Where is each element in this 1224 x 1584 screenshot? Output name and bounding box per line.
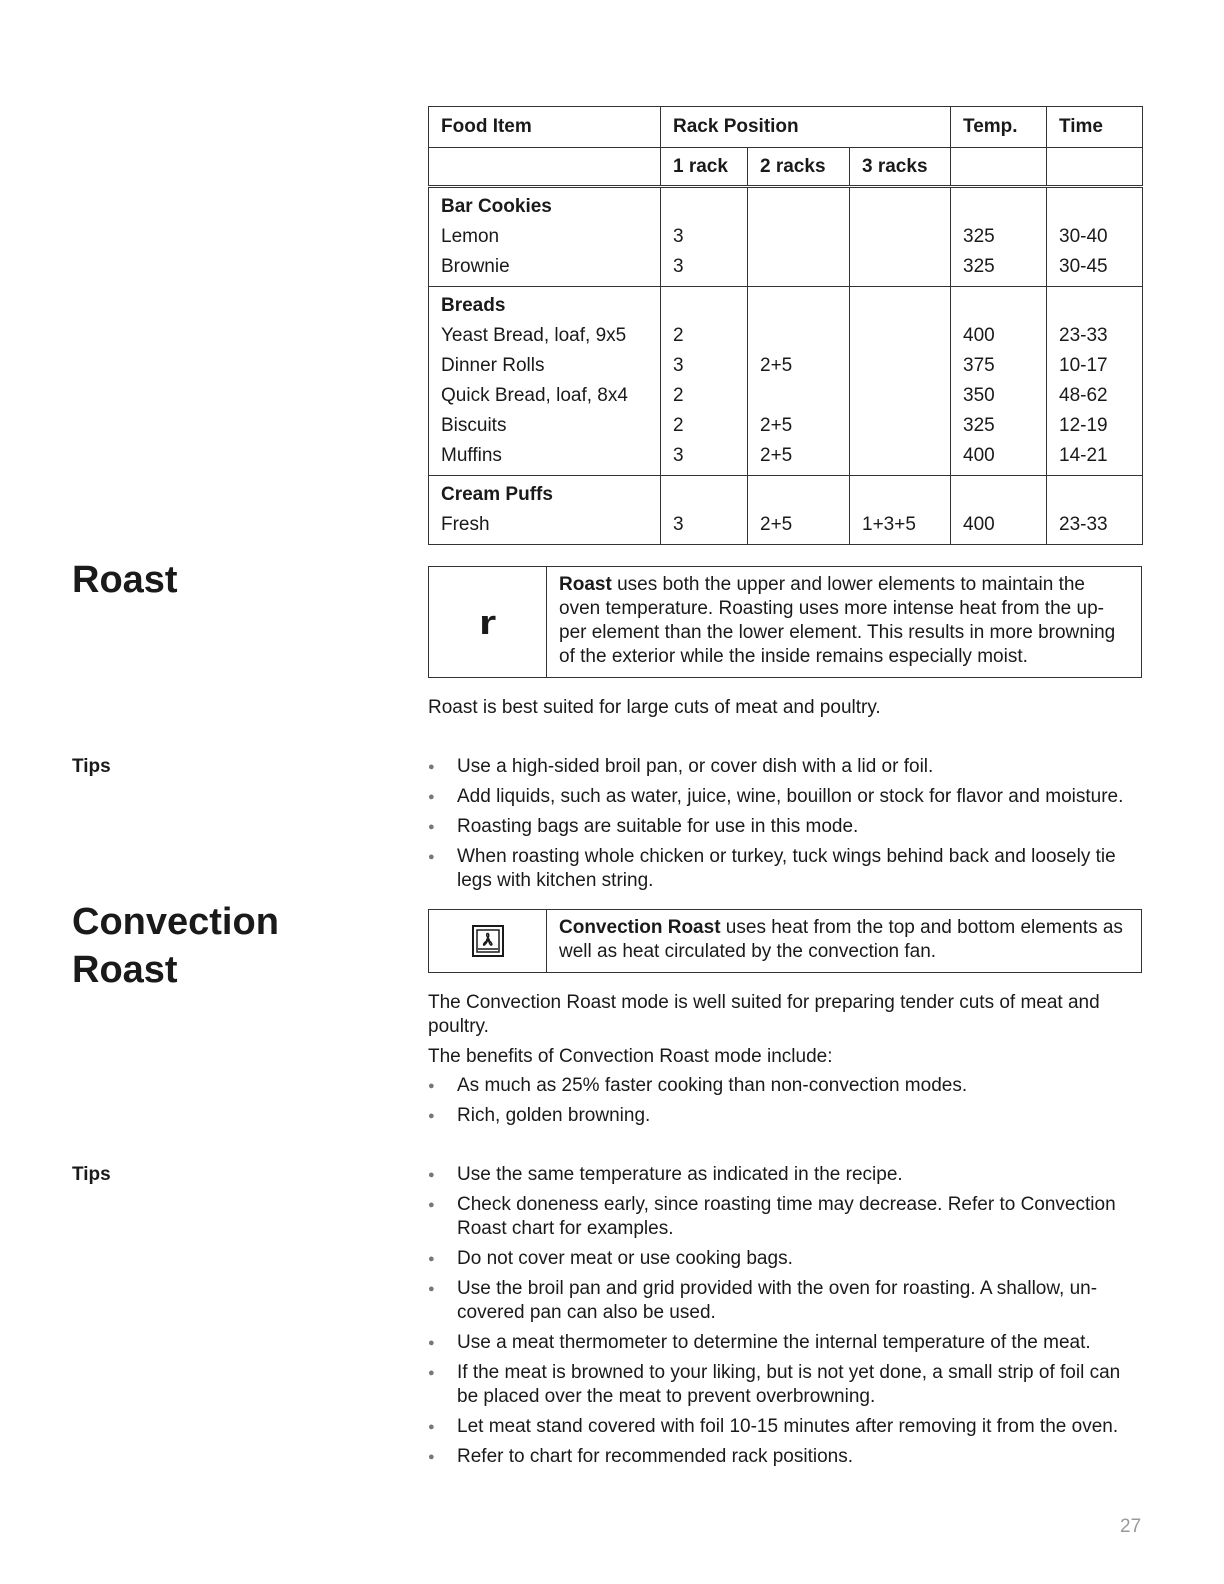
- bullet-icon: ●: [428, 1080, 435, 1092]
- chart-cell-r1: 2: [673, 325, 684, 346]
- benefit-item: ● Rich, golden browning.: [428, 1105, 651, 1126]
- convection-roast-tip-item: ● Use the broil pan and grid provided with the oven for roasting. A shallow, un-covered pan can also be used.: [428, 1278, 1098, 1323]
- header-rack-position: Rack Position: [661, 107, 951, 148]
- chart-cell-r2: 2+5: [760, 445, 793, 466]
- bullet-icon: ●: [428, 761, 435, 773]
- chart-cell-r1: 3: [673, 226, 684, 247]
- chart-group-row: [429, 476, 1143, 545]
- convection-roast-tip-item: ● If the meat is browned to your liking, but is not yet done, a small strip of foil can be placed over the meat to prevent overbrowning.: [428, 1362, 1121, 1407]
- chart-group-name: Cream Puffs: [441, 484, 553, 505]
- chart-group-name: Bar Cookies: [441, 196, 552, 217]
- bullet-icon: ●: [428, 1337, 435, 1349]
- chart-cell-r1: 2: [673, 415, 684, 436]
- chart-cell-r2: [760, 381, 849, 411]
- chart-cell-r3: [862, 381, 950, 411]
- chart-cell-food: Quick Bread, loaf, 8x4: [441, 385, 628, 406]
- convection-roast-intro: The Convection Roast mode is well suited for preparing tender cuts of meat and poultry.: [428, 992, 1100, 1037]
- chart-cell-r3: [862, 411, 950, 441]
- chart-cell-food: Fresh: [441, 514, 490, 535]
- chart-cell-temp: 375: [963, 355, 995, 376]
- roast-description: Roast uses both the upper and lower elements to maintain the oven temperature. Roasting uses more intense heat from the up-per element than the lower element. This results in more browning of the exterior while the inside remains especially moist.: [559, 574, 1116, 667]
- roast-tips-list: [428, 755, 1144, 899]
- chart-cell-time: 14-21: [1059, 445, 1108, 466]
- chart-cell-r3: [862, 222, 950, 252]
- convection-roast-tip-item: ● Let meat stand covered with foil 10-15 minutes after removing it from the oven.: [428, 1416, 1119, 1437]
- chart-cell-r3: [862, 351, 950, 381]
- chart-cell-r2: 2+5: [760, 415, 793, 436]
- chart-body: [429, 187, 1143, 545]
- chart-cell-temp: 325: [963, 256, 995, 277]
- convection-roast-tip-item: ● Use a meat thermometer to determine the internal temperature of the meat.: [428, 1332, 1091, 1353]
- page-number: 27: [1120, 1516, 1142, 1537]
- bullet-icon: ●: [428, 821, 435, 833]
- roast-tips-label: Tips: [72, 756, 111, 777]
- bullet-icon: ●: [428, 1451, 435, 1463]
- bullet-icon: ●: [428, 1253, 435, 1265]
- chart-cell-time: 30-40: [1059, 226, 1108, 247]
- benefit-item: ● As much as 25% faster cooking than non-convection modes.: [428, 1075, 968, 1096]
- convection-roast-heading: Convection Roast: [72, 901, 279, 991]
- convection-roast-mode-box: [428, 909, 1142, 973]
- chart-cell-r1: 3: [673, 256, 684, 277]
- chart-group-row: [429, 287, 1143, 476]
- chart-cell-food: Dinner Rolls: [441, 355, 545, 376]
- chart-cell-food: Yeast Bread, loaf, 9x5: [441, 325, 627, 346]
- chart-cell-time: 30-45: [1059, 256, 1108, 277]
- chart-cell-time: 12-19: [1059, 415, 1108, 436]
- chart-cell-time: 23-33: [1059, 514, 1108, 535]
- chart-cell-time: 48-62: [1059, 385, 1108, 406]
- subheader-1-rack: 1 rack: [661, 148, 748, 187]
- chart-cell-r3: 1+3+5: [862, 514, 916, 535]
- header-temp: Temp.: [951, 107, 1047, 148]
- roast-tip-item: ● Add liquids, such as water, juice, wine, bouillon or stock for flavor and moisture.: [428, 786, 1124, 807]
- bullet-icon: ●: [428, 1169, 435, 1181]
- chart-cell-temp: 400: [963, 325, 995, 346]
- chart-cell-r1: 3: [673, 445, 684, 466]
- chart-cell-r3: [862, 441, 950, 471]
- chart-cell-r3: [862, 321, 950, 351]
- chart-cell-food: Brownie: [441, 256, 510, 277]
- subheader-3-racks: 3 racks: [850, 148, 951, 187]
- chart-cell-temp: 400: [963, 445, 995, 466]
- bullet-icon: ●: [428, 1199, 435, 1211]
- chart-cell-r3: [862, 252, 950, 282]
- chart-cell-food: Lemon: [441, 226, 500, 247]
- chart-cell-r2: 2+5: [760, 514, 793, 535]
- bullet-icon: ●: [428, 851, 435, 863]
- header-time: Time: [1047, 107, 1143, 148]
- chart-cell-temp: 325: [963, 226, 995, 247]
- baking-chart-table: [428, 106, 1143, 545]
- chart-cell-time: 23-33: [1059, 325, 1108, 346]
- roast-tip-item: ● Roasting bags are suitable for use in this mode.: [428, 816, 859, 837]
- subheader-2-racks: 2 racks: [748, 148, 850, 187]
- roast-intro: Roast is best suited for large cuts of meat and poultry.: [428, 697, 881, 718]
- chart-cell-r2: [760, 252, 849, 282]
- chart-cell-food: Muffins: [441, 445, 502, 466]
- chart-cell-r1: 3: [673, 514, 684, 535]
- convection-roast-tips-list: [428, 1163, 1144, 1475]
- roast-mode-icon: r: [429, 567, 547, 677]
- convection-roast-tip-item: ● Use the same temperature as indicated in the recipe.: [428, 1164, 903, 1185]
- convection-roast-benefits-intro: The benefits of Convection Roast mode include:: [428, 1046, 833, 1067]
- bullet-icon: ●: [428, 791, 435, 803]
- convection-roast-benefits-list: [428, 1074, 1144, 1134]
- chart-group-name: Breads: [441, 295, 506, 316]
- convection-roast-tip-item: ● Do not cover meat or use cooking bags.: [428, 1248, 793, 1269]
- chart-cell-r1: 3: [673, 355, 684, 376]
- chart-cell-food: Biscuits: [441, 415, 507, 436]
- chart-cell-r2: [760, 222, 849, 252]
- chart-cell-r2: [760, 321, 849, 351]
- convection-roast-tips-label: Tips: [72, 1164, 111, 1185]
- chart-group-row: [429, 187, 1143, 287]
- chart-cell-r1: 2: [673, 385, 684, 406]
- chart-cell-temp: 400: [963, 514, 995, 535]
- convection-roast-description: Convection Roast uses heat from the top and bottom elements as well as heat circulated by the convection fan.: [559, 917, 1123, 962]
- chart-cell-temp: 350: [963, 385, 995, 406]
- bullet-icon: ●: [428, 1110, 435, 1122]
- chart-cell-time: 10-17: [1059, 355, 1108, 376]
- roast-tip-item: ● When roasting whole chicken or turkey, tuck wings behind back and loosely tie legs with kitchen string.: [428, 846, 1116, 891]
- bullet-icon: ●: [428, 1367, 435, 1379]
- header-food-item: Food Item: [429, 107, 661, 148]
- chart-cell-r2: 2+5: [760, 355, 793, 376]
- roast-tip-item: ● Use a high-sided broil pan, or cover dish with a lid or foil.: [428, 756, 934, 777]
- chart-cell-temp: 325: [963, 415, 995, 436]
- roast-heading: Roast: [72, 559, 178, 601]
- convection-roast-tip-item: ● Refer to chart for recommended rack positions.: [428, 1446, 854, 1467]
- convection-roast-tip-item: ● Check doneness early, since roasting time may decrease. Refer to Convection Roast chart for examples.: [428, 1194, 1116, 1239]
- roast-mode-box: [428, 566, 1142, 678]
- bullet-icon: ●: [428, 1421, 435, 1433]
- bullet-icon: ●: [428, 1283, 435, 1295]
- convection-roast-icon: [429, 910, 547, 972]
